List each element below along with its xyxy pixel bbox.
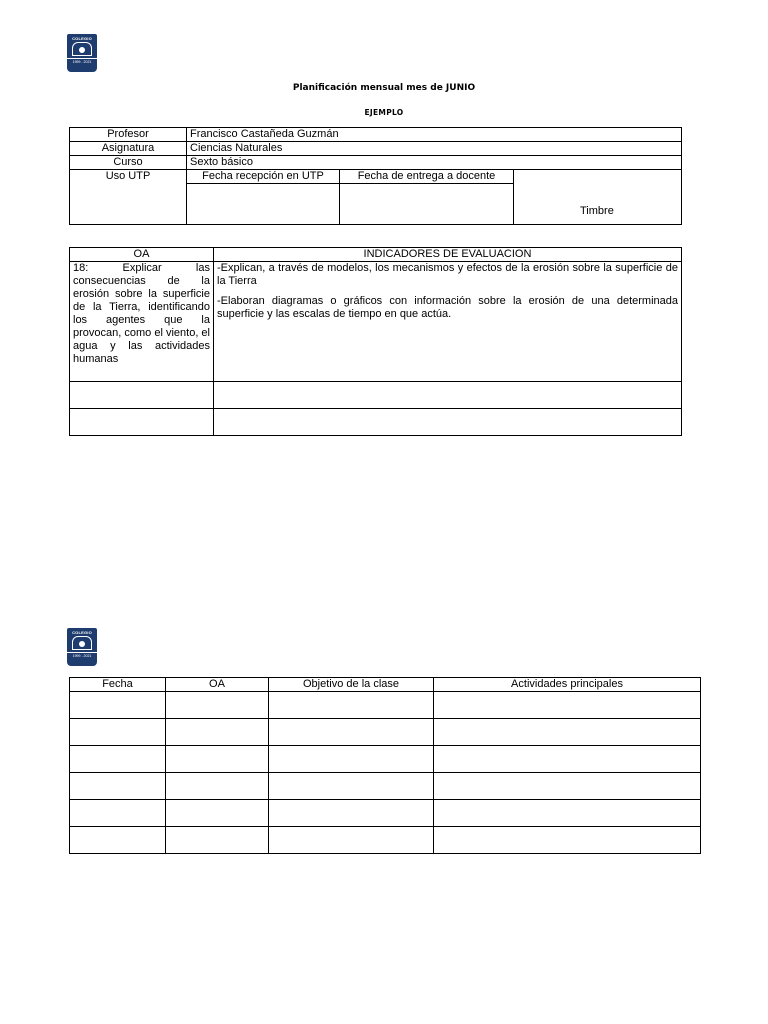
school-logo <box>67 34 97 72</box>
table-row <box>70 746 701 773</box>
logo-emblem-icon <box>72 636 92 650</box>
utp-delivery-value[interactable] <box>340 184 514 225</box>
table-cell[interactable] <box>269 773 434 800</box>
table-row <box>70 142 682 156</box>
logo-top-text: COLEGIO <box>72 36 92 41</box>
info-label: Curso <box>70 156 187 170</box>
table-cell[interactable] <box>434 719 701 746</box>
info-label: Asignatura <box>70 142 187 156</box>
table-row <box>70 409 682 436</box>
table-cell[interactable] <box>166 773 269 800</box>
logo-bottom-text: 1999 - 2021 <box>67 652 97 658</box>
table-cell[interactable] <box>166 719 269 746</box>
info-table <box>69 127 682 225</box>
table-cell[interactable] <box>434 773 701 800</box>
page-subtitle: EJEMPLO <box>364 108 404 117</box>
table-row <box>70 800 701 827</box>
table-cell[interactable] <box>166 827 269 854</box>
info-value: Francisco Castañeda Guzmán <box>187 128 682 142</box>
table-cell[interactable] <box>434 746 701 773</box>
oa-table <box>69 247 682 436</box>
schedule-table <box>69 677 701 854</box>
table-cell[interactable] <box>70 827 166 854</box>
column-header-actividades: Actividades principales <box>434 678 701 692</box>
table-cell[interactable] <box>269 692 434 719</box>
table-row <box>70 773 701 800</box>
info-label: Profesor <box>70 128 187 142</box>
table-cell[interactable] <box>70 746 166 773</box>
table-cell[interactable] <box>269 719 434 746</box>
oa-text: 18: Explicar las consecuencias de la erosión sobre la superficie de la Tierra, identificando los agentes que la provocan, como el viento, el agua y las actividades humanas <box>70 262 214 382</box>
table-cell[interactable] <box>70 382 214 409</box>
table-row <box>70 827 701 854</box>
school-logo <box>67 628 97 666</box>
column-header-objetivo: Objetivo de la clase <box>269 678 434 692</box>
table-row <box>70 156 682 170</box>
page-title: Planificación mensual mes de JUNIO <box>292 83 476 93</box>
table-cell[interactable] <box>269 746 434 773</box>
table-cell[interactable] <box>166 746 269 773</box>
table-cell[interactable] <box>214 382 682 409</box>
column-header-oa: OA <box>166 678 269 692</box>
utp-reception-value[interactable] <box>187 184 340 225</box>
table-cell[interactable] <box>434 827 701 854</box>
table-cell[interactable] <box>269 800 434 827</box>
logo-bottom-text: 1999 - 2021 <box>67 58 97 64</box>
table-row <box>70 170 682 184</box>
column-header-fecha: Fecha <box>70 678 166 692</box>
indicator-item: -Elaboran diagramas o gráficos con información sobre la erosión de una determinada superficie y las escalas de tiempo en que actúa. <box>217 295 678 320</box>
table-cell[interactable] <box>70 409 214 436</box>
table-cell[interactable] <box>166 800 269 827</box>
table-row <box>70 719 701 746</box>
logo-top-text: COLEGIO <box>72 630 92 635</box>
utp-label: Uso UTP <box>70 170 187 225</box>
info-value: Sexto básico <box>187 156 682 170</box>
timbre-label: Timbre <box>580 205 614 217</box>
info-value: Ciencias Naturales <box>187 142 682 156</box>
table-row <box>70 382 682 409</box>
table-row <box>70 692 701 719</box>
timbre-cell <box>514 170 682 225</box>
table-row <box>70 262 682 382</box>
table-row <box>70 678 701 692</box>
table-row <box>70 128 682 142</box>
logo-emblem-icon <box>72 42 92 56</box>
table-row <box>70 248 682 262</box>
table-cell[interactable] <box>70 773 166 800</box>
indicators-header: INDICADORES DE EVALUACION <box>214 248 682 262</box>
table-cell[interactable] <box>434 800 701 827</box>
table-cell[interactable] <box>214 409 682 436</box>
table-cell[interactable] <box>70 800 166 827</box>
table-cell[interactable] <box>434 692 701 719</box>
utp-delivery-label: Fecha de entrega a docente <box>340 170 514 184</box>
indicators-cell <box>214 262 682 382</box>
table-cell[interactable] <box>70 692 166 719</box>
table-cell[interactable] <box>269 827 434 854</box>
utp-reception-label: Fecha recepción en UTP <box>187 170 340 184</box>
table-cell[interactable] <box>166 692 269 719</box>
indicator-item: -Explican, a través de modelos, los mecanismos y efectos de la erosión sobre la superficie de la Tierra <box>217 262 678 287</box>
oa-header: OA <box>70 248 214 262</box>
table-cell[interactable] <box>70 719 166 746</box>
